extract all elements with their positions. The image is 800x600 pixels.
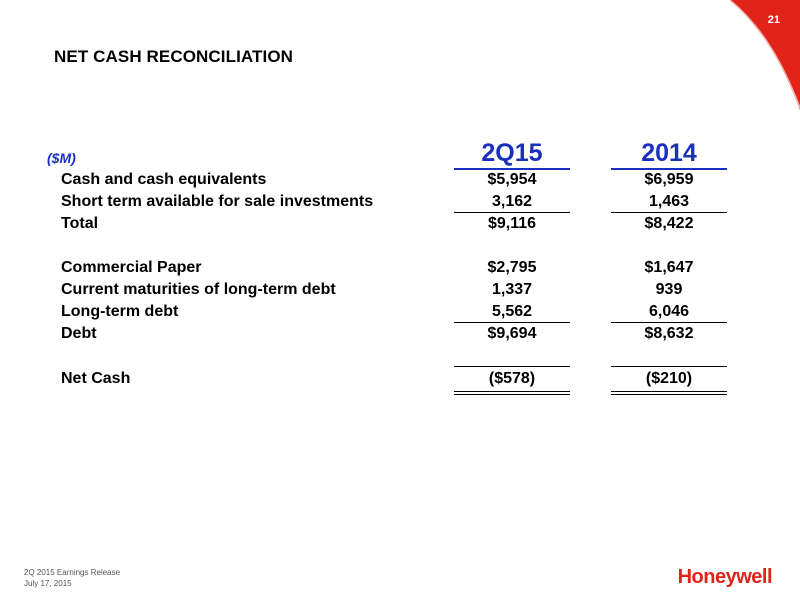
page-number: 21 [767, 14, 780, 26]
cell-value: 1,337 [491, 281, 533, 298]
cell-value: 5,562 [491, 303, 533, 320]
cell-value: 6,046 [648, 303, 690, 320]
row-label-total: Total [61, 215, 99, 232]
cell-value: ($578) [488, 370, 536, 387]
column-header-2q15: 2Q15 [481, 139, 543, 167]
footer-release-title: 2Q 2015 Earnings Release [24, 568, 121, 577]
cell-value: 1,463 [648, 193, 690, 210]
cell-value: ($210) [645, 370, 693, 387]
honeywell-logo: Honeywell [677, 566, 772, 588]
cell-value: $1,647 [644, 259, 694, 276]
cell-value: $8,422 [644, 215, 694, 232]
subtotal-rule [454, 212, 570, 213]
slide-title: NET CASH RECONCILIATION [54, 47, 294, 66]
double-rule-top [454, 391, 570, 392]
row-label-current-maturities: Current maturities of long-term debt [61, 281, 336, 298]
cell-value: $6,959 [644, 171, 694, 188]
cell-value: $9,116 [487, 215, 537, 232]
cell-value: 939 [655, 281, 683, 298]
double-rule-bottom [454, 394, 570, 395]
subtotal-rule [454, 366, 570, 367]
row-label-commercial-paper: Commercial Paper [61, 259, 202, 276]
cell-value: 3,162 [491, 193, 533, 210]
cell-value: $5,954 [487, 171, 537, 188]
row-label-net-cash: Net Cash [61, 370, 131, 387]
subtotal-rule [611, 322, 727, 323]
header-rule [611, 168, 727, 170]
double-rule-top [611, 391, 727, 392]
units-label: ($M) [47, 150, 76, 166]
footer [24, 567, 120, 589]
row-label-long-term-debt: Long-term debt [61, 303, 179, 320]
subtotal-rule [611, 366, 727, 367]
row-label-cash: Cash and cash equivalents [61, 171, 267, 188]
subtotal-rule [454, 322, 570, 323]
subtotal-rule [611, 212, 727, 213]
footer-date: July 17, 2015 [24, 579, 72, 588]
double-rule-bottom [611, 394, 727, 395]
cell-value: $8,632 [644, 325, 694, 342]
header-rule [454, 168, 570, 170]
row-label-debt: Debt [61, 325, 97, 342]
cell-value: $2,795 [487, 259, 537, 276]
cell-value: $9,694 [487, 325, 537, 342]
column-header-2014: 2014 [641, 139, 697, 167]
row-label-short-term: Short term available for sale investments [61, 193, 374, 210]
